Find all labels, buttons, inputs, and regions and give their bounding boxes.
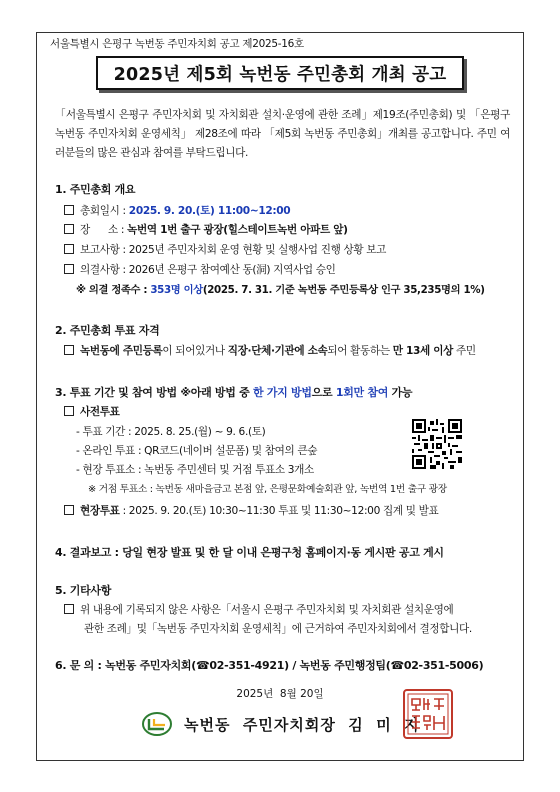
onsite-polling-stations: - 현장 투표소 : 녹번동 주민센터 및 거점 투표소 3개소 [76, 464, 314, 476]
notice-number: 서울특별시 은평구 녹번동 주민자치회 공고 제2025-16호 [50, 38, 304, 50]
qr-code-icon[interactable] [412, 419, 462, 469]
eligibility-affiliated: 직장·단체·기관에 소속 [227, 345, 328, 357]
checkbox-square-icon [64, 244, 74, 254]
pre-voting-title-row [64, 404, 120, 419]
section-6-contact: 6. 문 의 : 녹번동 주민자치회(☎02-351-4921) / 녹번동 주민행정팀(☎02-351-5006) [55, 659, 484, 672]
onsite-voting-row [64, 503, 438, 518]
meeting-date-label: 총회일시 : [80, 205, 129, 217]
polling-station-note: ※ 거점 투표소 : 녹번동 새마을금고 본점 앞, 은평문화예술회관 앞, 녹번역 1번 출구 광장 [88, 484, 447, 495]
eligibility-age: 만 13세 이상 [392, 345, 453, 357]
checkbox-square-icon [64, 505, 74, 515]
eligibility-row [64, 343, 476, 358]
checkbox-square-icon [64, 604, 74, 614]
eligibility-registered: 녹번동에 주민등록 [80, 345, 163, 357]
pre-voting-period: - 투표 기간 : 2025. 8. 25.(월) ~ 9. 6.(토) [76, 426, 266, 438]
intro-paragraph: 「서울특별시 은평구 주민자치회 및 자치회관 설치·운영에 관한 조례」제19조(주민총회) 및 「은평구 녹번동 주민자치회 운영세칙」 제28조에 따라 「제5회 녹번동 주민총회」개최를 공고합니다. 주민 여러분들의 많은 관심과 참여를 부탁드립니다. [55, 109, 510, 159]
section-3-heading-end: 가능 [388, 386, 413, 399]
quorum-row [76, 281, 485, 296]
resolution-items-text: 의결사항 : 2026년 은평구 참여예산 동(洞) 지역사업 승인 [80, 264, 336, 276]
checkbox-square-icon [64, 264, 74, 274]
eligibility-text-2: 되어 활동하는 [327, 345, 393, 357]
notice-date: 2025년 8월 20일 [236, 688, 324, 700]
other-matters-line-2: 관한 조례」및「녹번동 주민자치회 운영세칙」에 근거하여 주민자치회에서 결정합니다. [84, 623, 472, 635]
one-method-emphasis: 한 가지 방법 [252, 386, 312, 399]
resolution-items-row [64, 262, 336, 277]
section-4-result-report: 4. 결과보고 : 당일 현장 발표 및 한 달 이내 은평구청 홈페이지·동 게시판 공고 게시 [55, 546, 444, 559]
section-2-heading: 2. 주민총회 투표 자격 [55, 324, 160, 337]
onsite-voting-title: 현장투표 [80, 505, 120, 517]
signer-name: 녹번동 주민자치회장 김 미 지 [184, 715, 420, 734]
signature-row [142, 712, 420, 736]
section-3-heading-joiner: 으로 [311, 386, 336, 399]
checkbox-square-icon [64, 224, 74, 234]
report-items-row [64, 242, 386, 257]
eligibility-text-1: 이 되어있거나 [162, 345, 228, 357]
meeting-place-label: 장 소 : [80, 224, 128, 236]
onsite-voting-text: : 2025. 9. 20.(토) 10:30~11:30 투표 및 11:30~12:00 집계 및 발표 [119, 505, 439, 517]
meeting-date-row [64, 203, 290, 218]
page-title: 2025년 제5회 녹번동 주민총회 개최 공고 [113, 64, 447, 85]
meeting-place-value: 녹번역 1번 출구 광장(힐스테이트녹번 아파트 앞) [127, 224, 348, 236]
report-items-text: 보고사항 : 2025년 주민자치회 운영 현황 및 실행사업 진행 상황 보고 [80, 244, 387, 256]
other-matters-text-1: 위 내용에 기록되지 않은 사항은「서울시 은평구 주민자치회 및 자치회관 설치운영에 [80, 604, 454, 616]
quorum-basis: (2025. 7. 31. 기준 녹번동 주민등록상 인구 35,235명의 1%) [202, 284, 485, 296]
nokbeon-logo-icon [142, 712, 172, 736]
once-only-emphasis: 1회만 참여 [335, 386, 389, 399]
section-1-heading: 1. 주민총회 개요 [55, 183, 136, 196]
checkbox-square-icon [64, 345, 74, 355]
section-3-heading [55, 384, 412, 400]
other-matters-line-1 [64, 602, 453, 617]
quorum-label: ※ 의결 정족수 : [76, 284, 151, 296]
meeting-place-row [64, 222, 348, 237]
section-5-heading: 5. 기타사항 [55, 584, 112, 597]
title-box [96, 56, 464, 90]
quorum-value: 353명 이상 [150, 284, 203, 296]
online-voting: - 온라인 투표 : QR코드(네이버 설문폼) 및 참여의 큰숲 [76, 445, 318, 457]
section-3-heading-text: 3. 투표 기간 및 참여 방법 ※아래 방법 중 [55, 386, 253, 399]
checkbox-square-icon [64, 406, 74, 416]
pre-voting-title: 사전투표 [80, 406, 120, 418]
official-seal-icon [402, 688, 454, 740]
eligibility-text-3: 주민 [453, 345, 476, 357]
checkbox-square-icon [64, 205, 74, 215]
meeting-date-value: 2025. 9. 20.(토) 11:00~12:00 [128, 205, 291, 217]
